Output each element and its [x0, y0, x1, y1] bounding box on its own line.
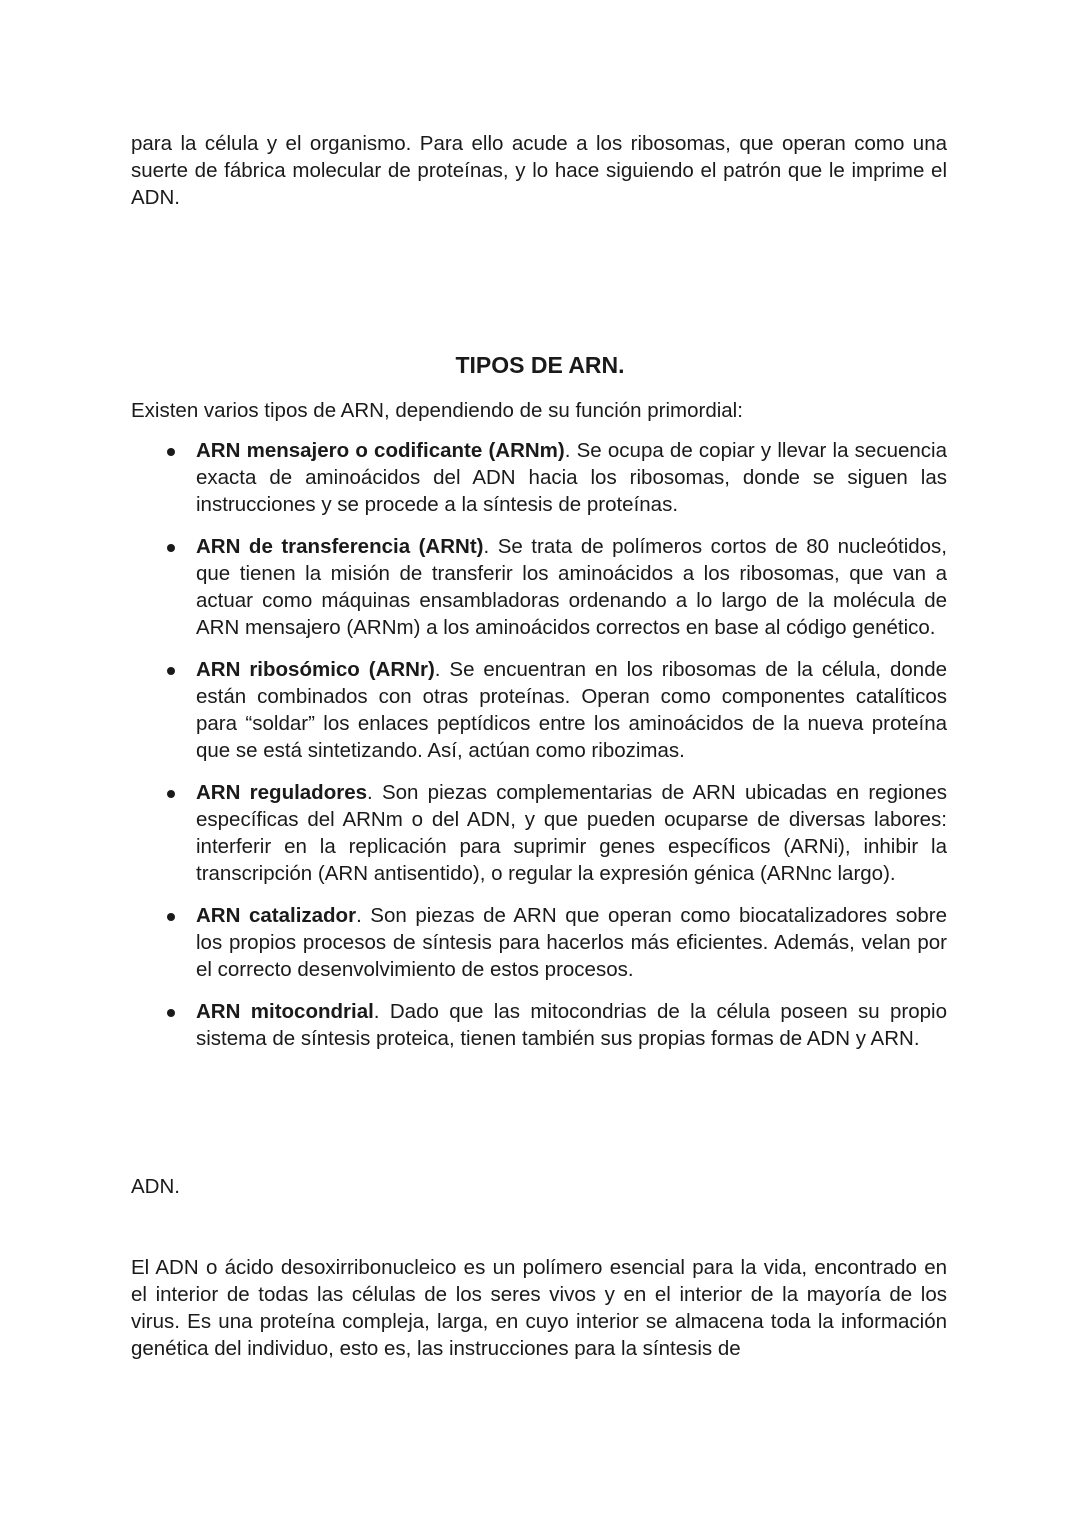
item-term: ARN mitocondrial [196, 1000, 374, 1023]
item-text: . Se encuentran en los ribosomas de la célula, donde están combinados con otras proteínas. Operan como componentes catalíticos para “soldar” los enlaces peptídicos entre los aminoácidos de la nueva proteína que se está sintetizando. Así, actúan como ribozimas. [196, 658, 948, 762]
bullet-icon [167, 448, 175, 456]
bullet-icon [167, 790, 175, 798]
item-text: . Se ocupa de copiar y llevar la secuencia exacta de aminoácidos del ADN hacia los ribosomas, donde se siguen las instrucciones y se procede a la síntesis de proteínas. [196, 439, 947, 516]
item-term: ARN de transferencia (ARNt) [196, 535, 484, 558]
section-intro: Existen varios tipos de ARN, dependiendo de su función primordial: [131, 399, 743, 422]
item-term: ARN ribosómico (ARNr) [196, 658, 435, 681]
list-item [131, 533, 947, 641]
adn-heading: ADN. [131, 1175, 180, 1198]
list-item [131, 656, 947, 764]
bullet-icon [167, 544, 175, 552]
list-item [131, 437, 947, 518]
bullet-icon [167, 667, 175, 675]
item-term: ARN catalizador [196, 904, 357, 927]
item-term: ARN mensajero o codificante (ARNm) [196, 439, 565, 462]
item-text: . Dado que las mitocondrias de la célula poseen su propio sistema de síntesis proteica, tienen también sus propias formas de ADN y ARN. [196, 1000, 947, 1050]
section-title: TIPOS DE ARN. [455, 352, 625, 378]
item-text: . Son piezas complementarias de ARN ubicadas en regiones específicas del ARNm o del ADN, y que pueden ocuparse de diversas labores: interferir en la replicación para suprimir genes específicos (ARNi), inhibir la transcripción (ARN antisentido), o regular la expresión génica (ARNnc largo). [196, 781, 947, 885]
item-text: . Se trata de polímeros cortos de 80 nucleótidos, que tienen la misión de transferir los aminoácidos a los ribosomas, que van a actuar como máquinas ensambladoras ordenando a lo largo de la molécula de ARN mensajero (ARNm) a los aminoácidos correctos en base al código genético. [196, 535, 947, 639]
item-term: ARN reguladores [196, 781, 368, 804]
list-item [131, 998, 947, 1052]
list-item [131, 779, 947, 887]
bullet-icon [167, 1009, 175, 1017]
bullet-icon [167, 913, 175, 921]
adn-paragraph: El ADN o ácido desoxirribonucleico es un polímero esencial para la vida, encontrado en el interior de todas las células de los seres vivos y en el interior de la mayoría de los virus. Es una proteína compleja, larga, en cuyo interior se almacena toda la información genética del individuo, esto es, las instrucciones para la síntesis de [131, 1256, 947, 1360]
intro-paragraph: para la célula y el organismo. Para ello acude a los ribosomas, que operan como una suerte de fábrica molecular de proteínas, y lo hace siguiendo el patrón que le imprime el ADN. [131, 132, 947, 209]
item-text: . Son piezas de ARN que operan como biocatalizadores sobre los propios procesos de síntesis para hacerlos más eficientes. Además, velan por el correcto desenvolvimiento de estos procesos. [196, 904, 947, 981]
list-item [131, 902, 947, 983]
arn-types-list [131, 437, 947, 1067]
